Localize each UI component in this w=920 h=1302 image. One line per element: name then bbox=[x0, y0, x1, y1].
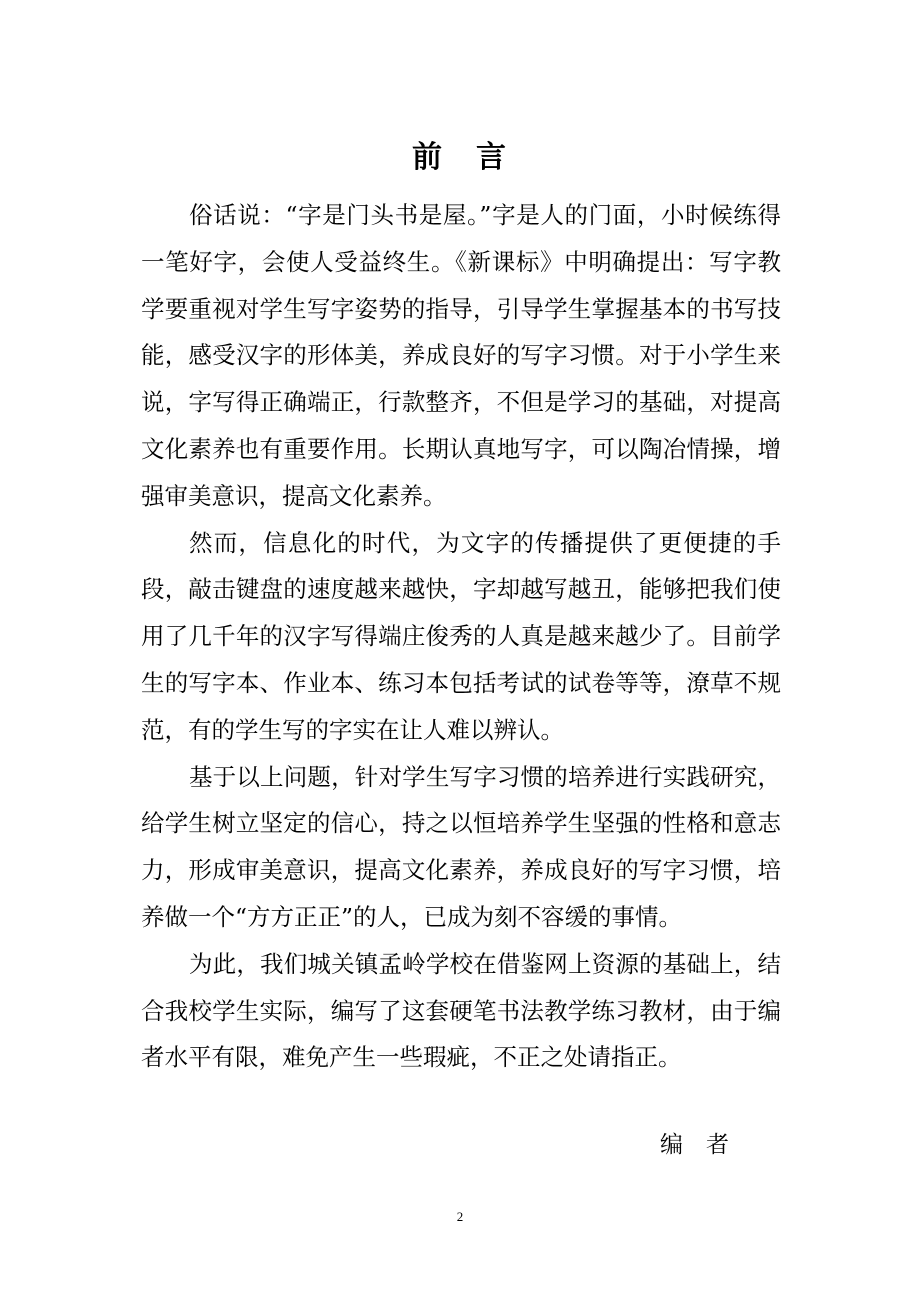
page-number: 2 bbox=[456, 1209, 464, 1224]
paragraph-2: 然而，信息化的时代，为文字的传播提供了更便捷的手段，敲击键盘的速度越来越快，字却越写越丑，能够把我们使用了几千年的汉字写得端庄俊秀的人真是越来越少了。目前学生的写字本、作业本、练习本包括考试的试卷等等，潦草不规范，有的学生写的字实在让人难以辨认。 bbox=[141, 528, 781, 744]
author-signature: 编 者 bbox=[660, 1132, 729, 1158]
paragraph-4: 为此，我们城关镇孟岭学校在借鉴网上资源的基础上，结合我校学生实际，编写了这套硬笔书法教学练习教材，由于编者水平有限，难免产生一些瑕疵，不正之处请指正。 bbox=[141, 949, 781, 1072]
page-title: 前 言 bbox=[412, 140, 508, 175]
preface-body bbox=[141, 192, 781, 1081]
paragraph-1: 俗话说：“字是门头书是屋。”字是人的门面，小时候练得一笔好字，会使人受益终生。《新课标》中明确提出：写字教学要重视对学生写字姿势的指导，引导学生掌握基本的书写技能，感受汉字的形体美，养成良好的写字习惯。对于小学生来说，字写得正确端正，行款整齐，不但是学习的基础，对提高文化素养也有重要作用。长期认真地写字，可以陶冶情操，增强审美意识，提高文化素养。 bbox=[141, 201, 781, 510]
paragraph-3: 基于以上问题，针对学生写字习惯的培养进行实践研究，给学生树立坚定的信心，持之以恒培养学生坚强的性格和意志力，形成审美意识，提高文化素养，养成良好的写字习惯，培养做一个“方方正正”的人，已成为刻不容缓的事情。 bbox=[141, 762, 781, 931]
